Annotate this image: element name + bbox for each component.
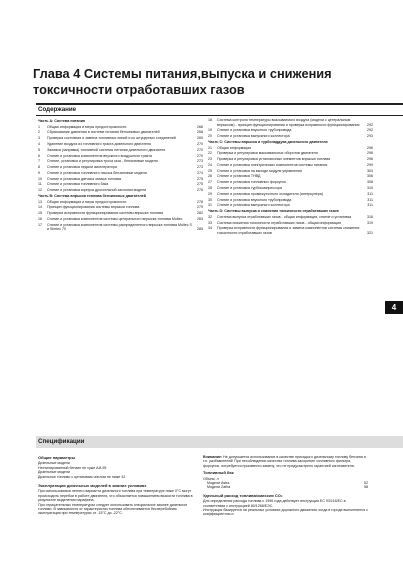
toc-item-page: 279	[197, 205, 203, 210]
toc-item-number: 8	[38, 165, 40, 170]
toc-item-page: 266	[197, 124, 203, 129]
toc-item-number: 34	[208, 226, 212, 231]
toc-item[interactable]	[38, 148, 203, 153]
toc-item-number: 20	[208, 134, 212, 139]
toc-item-page: 269	[197, 136, 203, 141]
winter-use-heading: Эксплуатация дизельных моделей в зимних условиях	[38, 483, 147, 489]
toc-item-page: 316	[367, 214, 373, 219]
co2-heading: Удельный расход топлива/эмиссия CO₂	[203, 492, 283, 498]
toc-item-title: Снятие и установка педали акселератора	[47, 165, 117, 170]
toc-item-page: 296	[367, 145, 373, 150]
toc-item-title: Снятие, установка и регулировка троса газа - бензиновые модели	[47, 159, 158, 164]
toc-item-title: Снятие и установка выпускного коллектора	[217, 134, 290, 139]
toc-item[interactable]	[38, 142, 203, 147]
toc-item-page: 270	[197, 153, 203, 158]
toc-item-page: 311	[367, 203, 373, 208]
toc-item-number: 16	[38, 216, 42, 221]
tank-volume-label: Объем, л	[203, 476, 219, 481]
toc-item[interactable]	[208, 203, 373, 208]
toc-item[interactable]	[38, 125, 203, 130]
toc-item-title: Снятие и установка топливных форсунок	[217, 180, 286, 185]
toc-item-page: 303	[367, 168, 373, 173]
toc-item-title: Снятие и установка турбокомпрессора	[217, 186, 283, 190]
toc-item[interactable]	[208, 169, 373, 174]
spec-line: Дизельные модели	[38, 461, 70, 466]
general-params-heading: Общие параметры	[38, 455, 76, 460]
toc-item-title: Снятие и установка компонентов системы распределенного впрыска топлива Multec S и Simtec 70	[47, 222, 192, 232]
toc-item-page: 296	[367, 151, 373, 156]
toc-item-number: 18	[208, 118, 212, 122]
toc-item-page: 282	[197, 211, 203, 216]
toc-item[interactable]	[208, 180, 373, 185]
toc-item-title: Проверка исправности функционирования системы впрыска топлива	[47, 211, 163, 216]
toc-item-title: Снятие и установка компонентов впускного воздушного тракта	[47, 153, 152, 158]
toc-item-page: 299	[367, 162, 373, 167]
toc-item-title: Система снижения токсичности отработавших газов - общая информация	[217, 220, 341, 225]
toc-item-title: Снятие и установка топливного бака	[47, 182, 109, 187]
toc-item[interactable]	[38, 159, 203, 164]
toc-item-title: Снятие и установка выпускного коллектора	[217, 203, 290, 208]
toc-item-number: 33	[208, 220, 212, 225]
toc-item-title: Заливка (заправка) топливной системы питания дизельного двигателя	[47, 147, 166, 152]
toc-item[interactable]	[38, 130, 203, 135]
toc-item-number: 6	[38, 153, 40, 158]
toc-item-title: Проверка состояния и замена топливных линий и их штуцерных соединений	[47, 136, 176, 141]
toc-item-page: 293	[367, 134, 373, 139]
toc-item-number: 14	[38, 205, 42, 210]
tank-row: Модели Astra 52	[207, 481, 368, 486]
toc-item[interactable]	[38, 205, 203, 210]
toc-item-number: 25	[208, 168, 212, 173]
toc-item[interactable]	[208, 198, 373, 203]
toc-item-page: 292	[367, 122, 373, 127]
toc-item-number: 30	[208, 197, 212, 202]
toc-item-number: 32	[208, 214, 212, 219]
toc-item-title: Снятие и установка компонентов системы центрального впрыска топлива Multec	[47, 216, 183, 221]
toc-item-number: 17	[38, 222, 42, 227]
toc-item-title: Принцип функционирования системы впрыска топлива	[47, 205, 140, 210]
toc-item[interactable]	[38, 182, 203, 187]
toc-item[interactable]	[208, 157, 373, 162]
toc-item-number: 4	[38, 141, 40, 146]
warning-label: Внимание:	[203, 455, 223, 459]
chapter-title: Глава 4 Системы питания,выпуска и снижения токсичности отработавших газов	[33, 66, 332, 97]
toc-item-title: Сбрасывание давления в системе питания бензиновых двигателей	[47, 130, 160, 135]
toc-item[interactable]	[208, 226, 373, 235]
toc-item-title: Общая информация и меры предосторожности	[47, 124, 127, 129]
toc-item[interactable]	[208, 118, 373, 127]
spec-line: Дизельные модели	[38, 470, 70, 475]
toc-item[interactable]	[38, 200, 203, 205]
toc-item-title: Снятие и установка датчика запаса топлива	[47, 176, 121, 181]
toc-item-page: 275	[197, 176, 203, 181]
toc-item[interactable]	[38, 188, 203, 193]
toc-item[interactable]	[38, 177, 203, 182]
toc-item-number: 3	[38, 136, 40, 141]
toc-item[interactable]	[208, 134, 373, 139]
tank-row: Модели Zafira 58	[207, 485, 368, 490]
toc-item-number: 24	[208, 162, 212, 167]
toc-item-number: 22	[208, 151, 212, 156]
toc-item-page: 270	[197, 147, 203, 152]
toc-item[interactable]	[208, 174, 373, 179]
toc-item-number: 2	[38, 130, 40, 135]
toc-part-heading: Часть D: Системы выпуска и снижения токсичности отработавших газов	[208, 209, 339, 214]
toc-item-number: 7	[38, 159, 40, 164]
toc-item[interactable]	[38, 154, 203, 159]
toc-item-title: Система контроля температуры всасываемого воздуха (модели с центральным впрыском) - принцип функционирования и проверка исправности функционирования	[217, 118, 360, 127]
toc-item-number: 10	[38, 176, 42, 181]
warning-text: Не допускается использование в качестве присадок к дизельному топливу бензина и т.п. разбавителей! При несоблюдении качества топлива засорение топливного фильтра, форсунок, потребуется произвести замену, что не предусмотрено гарантией изготовителя.	[203, 455, 366, 468]
chapter-tab: 4	[385, 301, 403, 314]
spec-line: Дизельное топливо с цетановым числом не ниже 42	[38, 474, 126, 479]
toc-item[interactable]	[208, 151, 373, 156]
toc-item-number: 5	[38, 147, 40, 152]
toc-item[interactable]	[38, 211, 203, 216]
toc-item-page: 275	[197, 182, 203, 187]
toc-item-page: 310	[367, 186, 373, 190]
toc-item-title: Снятие и установка впускного трубопровода	[217, 197, 292, 202]
toc-item-page: 311	[367, 197, 373, 202]
spec-right-column	[203, 455, 368, 517]
toc-item-page: 273	[197, 159, 203, 164]
title-rule	[36, 103, 403, 105]
toc-item-number: 13	[38, 199, 42, 204]
toc-item[interactable]	[38, 223, 203, 232]
toc-item-title: Удаление воздуха из топливного тракта дизельного двигателя	[47, 141, 151, 146]
toc-item-title: Снятие и установка электрических компонентов системы питания	[217, 162, 328, 167]
spec-heading: Спецификации	[38, 438, 85, 445]
toc-item-title: Снятие и установка корпуса дроссельной заслонки модели	[47, 188, 147, 193]
toc-item-number: 1	[38, 124, 40, 129]
winter-para-1: При использовании летнего варианта дизельного топлива при температуре ниже 0°С могут происходить перебои в работе двигателя, что объясняется повышением вязкости топлива в результате выделения парафина.	[38, 489, 193, 503]
toc-item-page: 268	[197, 130, 203, 135]
toc-item-page: 292	[367, 128, 373, 133]
toc-item-number: 23	[208, 157, 212, 162]
toc-item-page: 321	[367, 230, 373, 235]
toc-item-title: Снятие и установка промежуточного охладителя (интеркулера)	[217, 191, 323, 196]
toc-item[interactable]	[208, 215, 373, 220]
toc-right-column	[208, 118, 373, 237]
toc-left-column	[38, 118, 203, 233]
toc-item-number: 29	[208, 191, 212, 196]
toc-item-page: 278	[197, 199, 203, 204]
co2-para-1: Для определения расхода топлива с 1996 года действует инструкция ЕС 93/116/ЕС в соответствии с инструкцией 80/1268/ЕЭС.	[203, 499, 346, 508]
toc-part-heading: Часть C: Системы впрыска и турбонаддува дизельного двигателя	[208, 139, 328, 144]
toc-item[interactable]	[208, 163, 373, 168]
contents-rule	[36, 115, 403, 116]
toc-item[interactable]	[38, 136, 203, 141]
toc-item-title: Проверка и регулировка максимальных оборотов двигателя	[217, 151, 318, 156]
toc-item-title: Общая информация и меры предосторожности	[47, 199, 127, 204]
toc-item-page: 311	[367, 191, 373, 196]
toc-item-title: Снятие и установка ТНВД	[217, 174, 261, 179]
toc-item[interactable]	[208, 221, 373, 226]
toc-item-number: 15	[38, 211, 42, 216]
spec-band	[36, 436, 403, 448]
toc-item-page: 276	[197, 188, 203, 193]
toc-item-page: 270	[197, 141, 203, 146]
toc-item-title: Проверка исправности функционирования и замена компонентов системы снижения токсичности отработавших газов	[217, 226, 360, 235]
toc-item-title: Проверка и регулировка установочных элементов впрыска топлива	[217, 157, 331, 162]
toc-item-number: 12	[38, 188, 42, 193]
toc-item[interactable]	[38, 165, 203, 170]
toc-item[interactable]	[208, 186, 373, 191]
toc-item-number: 31	[208, 203, 212, 208]
toc-item-page: 319	[367, 220, 373, 225]
spec-left-column	[38, 455, 198, 516]
contents-heading: Содержание	[38, 106, 77, 113]
winter-para-2: При отрицательных температурах следует использовать специальное зимнее дизельное топливо. В зависимости от характеристик топлива обеспечивается бесперебойная эксплуатация при температурах от -15°С до -22°С.	[38, 502, 188, 516]
toc-item[interactable]	[38, 171, 203, 176]
toc-part-heading: Часть B: Система впрыска топлива бензиновых двигателей	[38, 193, 146, 198]
toc-item-page: 285	[197, 227, 203, 232]
toc-item-number: 9	[38, 170, 40, 175]
toc-item-number: 19	[208, 128, 212, 133]
toc-item[interactable]	[208, 192, 373, 197]
toc-item-title: Общая информация	[217, 145, 252, 150]
toc-item-title: Снятие и установка впускного трубопровода	[217, 128, 292, 133]
toc-item-page: 308	[367, 180, 373, 185]
toc-item-number: 11	[38, 182, 42, 187]
toc-item-page: 306	[367, 174, 373, 179]
toc-item-title: Снятие и установка топливного насоса бензиновые модели	[47, 170, 147, 175]
toc-item-title: Снятие и установка на выходе модуля управления	[217, 168, 302, 173]
co2-para-2: Инструкция базируется на реальных условиях дорожного движения, когда в городе выполняется с коэффициентом и	[203, 508, 368, 517]
toc-item-title: Система выпуска отработавших газов - общая информация, снятие и установка	[217, 214, 352, 219]
toc-item-page: 273	[197, 165, 203, 170]
toc-item-number: 28	[208, 186, 212, 190]
toc-part-heading: Часть А: Система питания	[38, 119, 86, 123]
toc-item-number: 26	[208, 174, 212, 179]
toc-item[interactable]	[38, 217, 203, 222]
spec-line: Неэтилированный бензин не хуже АИ-95	[38, 465, 107, 470]
tank-heading: Топливный бак	[203, 470, 234, 476]
toc-item-number: 21	[208, 145, 212, 150]
toc-item[interactable]	[208, 128, 373, 133]
toc-item-page: 296	[367, 157, 373, 162]
toc-item-number: 27	[208, 180, 212, 185]
toc-item-page: 274	[197, 170, 203, 175]
toc-item-page: 283	[197, 216, 203, 221]
toc-item[interactable]	[208, 146, 373, 151]
